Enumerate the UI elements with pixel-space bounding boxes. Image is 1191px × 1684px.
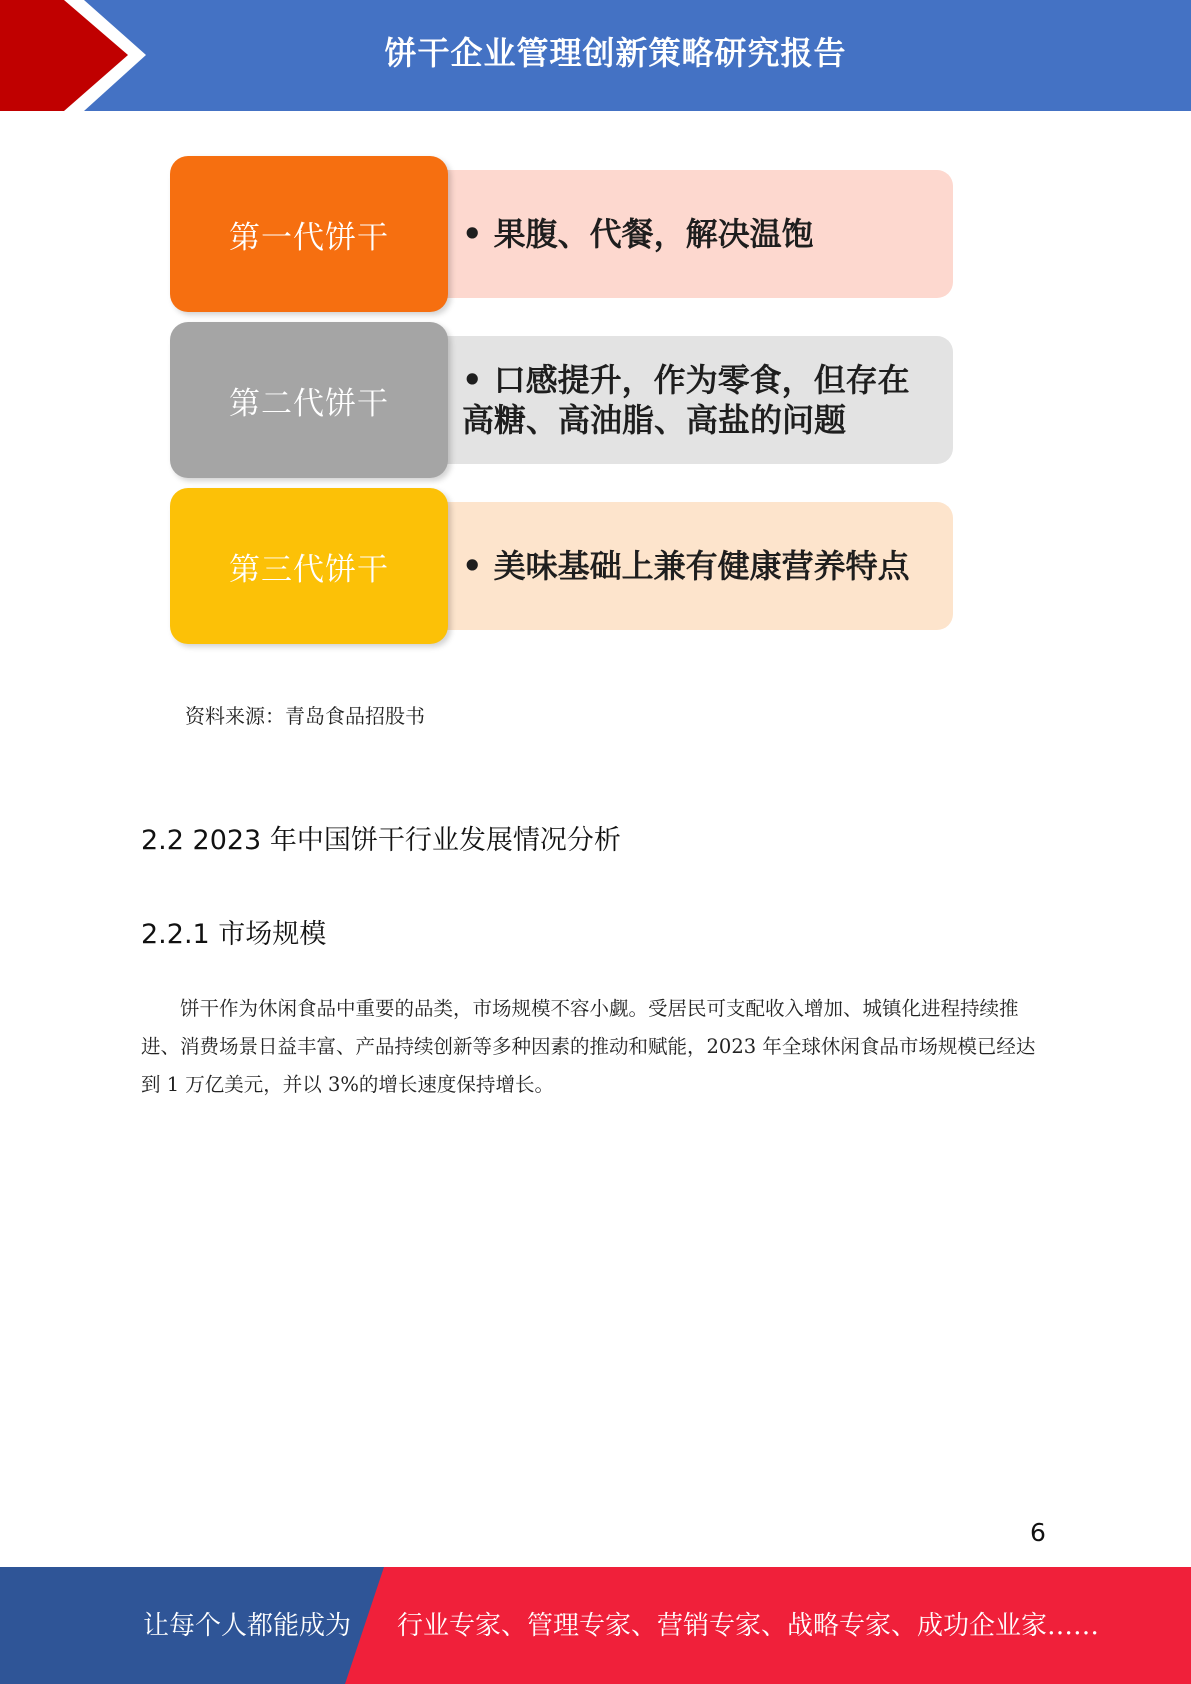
report-title: 饼干企业管理创新策略研究报告 <box>384 34 847 72</box>
body-paragraph: 饼干作为休闲食品中重要的品类，市场规模不容小觑。受居民可支配收入增加、城镇化进程持续推进、消费场景日益丰富、产品持续创新等多种因素的推动和赋能，2023 年全球休闲食品市场规模已经达到 1 万亿美元，并以 3%的增长速度保持增长。 <box>141 997 1036 1096</box>
generation-label: 第二代饼干 <box>170 322 448 478</box>
generation-description-box <box>432 170 953 298</box>
generation-label: 第一代饼干 <box>170 156 448 312</box>
generation-description: • 口感提升，作为零食，但存在 高糖、高油脂、高盐的问题 <box>462 361 910 439</box>
figure-source-caption: 资料来源：青岛食品招股书 <box>185 704 425 728</box>
page-number: 6 <box>1030 1518 1046 1547</box>
generation-row <box>170 322 953 480</box>
generation-description-box <box>432 336 953 464</box>
footer-slogan-left: 让每个人都能成为 <box>143 1611 352 1641</box>
subsection-heading: 2.2.1 市场规模 <box>141 919 327 950</box>
biscuit-generations-figure <box>170 156 953 676</box>
generation-row <box>170 156 953 314</box>
generation-description: • 果腹、代餐，解决温饱 <box>462 215 814 253</box>
generation-label: 第三代饼干 <box>170 488 448 644</box>
footer-slogan-right: 行业专家、管理专家、营销专家、战略专家、成功企业家…… <box>397 1611 1100 1641</box>
page-footer <box>0 1567 1191 1684</box>
page-header <box>0 0 1191 111</box>
generation-row <box>170 488 953 646</box>
section-heading: 2.2 2023 年中国饼干行业发展情况分析 <box>141 825 621 856</box>
generation-description-box <box>432 502 953 630</box>
generation-description: • 美味基础上兼有健康营养特点 <box>462 547 910 585</box>
